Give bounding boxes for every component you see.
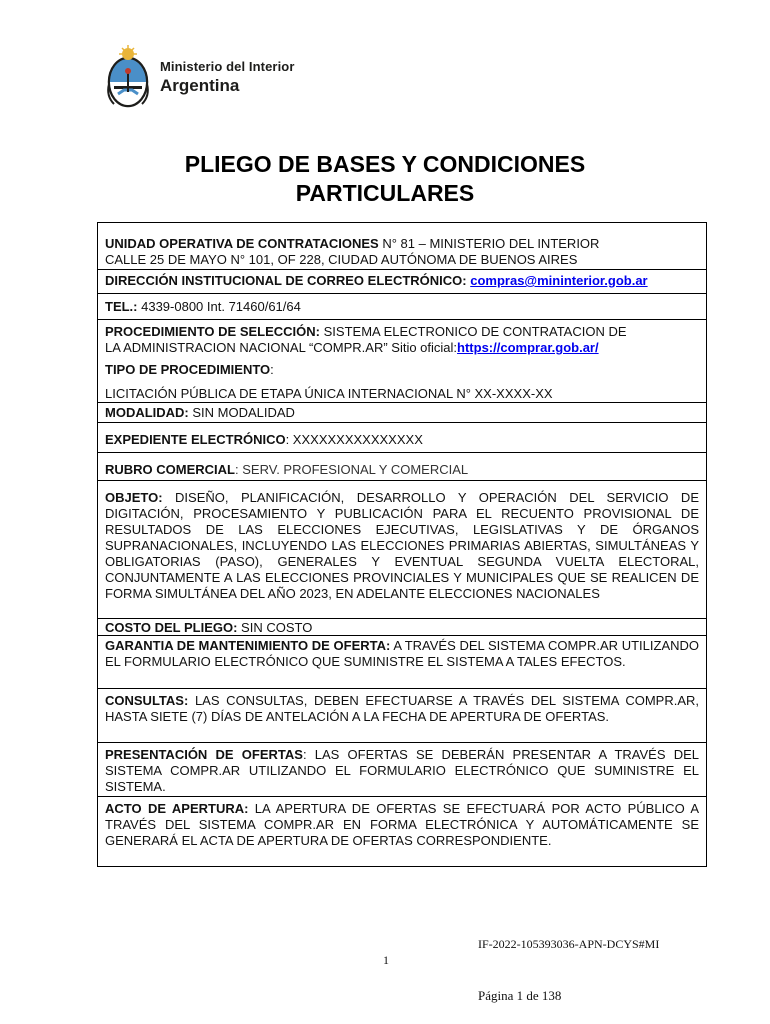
tel-label: TEL.: [105,299,138,314]
row-tipo-procedimiento [98,358,706,403]
comprar-link[interactable]: https://comprar.gob.ar/ [457,340,599,355]
row-apertura [98,797,706,866]
presentacion-label: PRESENTACIÓN DE OFERTAS [105,747,303,762]
tel-value: 4339-0800 Int. 71460/61/64 [137,299,301,314]
document-title [0,150,770,208]
garantia-label: GARANTIA DE MANTENIMIENTO DE OFERTA: [105,638,391,653]
row-costo [98,619,706,636]
costo-value: SIN COSTO [237,620,313,635]
row-consultas [98,689,706,743]
page-number: 1 [383,953,389,967]
row-modalidad [98,403,706,423]
procedimiento-label: PROCEDIMIENTO DE SELECCIÓN: [105,324,321,339]
row-presentacion [98,743,706,797]
page-count-label: Página 1 de 138 [478,988,562,1003]
tipo-label: TIPO DE PROCEDIMIENTO [105,362,271,377]
email-link[interactable]: compras@mininterior.gob.ar [470,273,648,288]
row-unidad-operativa [98,223,706,270]
consultas-label: CONSULTAS: [105,693,189,708]
logo-text [160,60,294,94]
logo-ministry-name: Ministerio del Interior [160,59,295,74]
procedimiento-value-2: LA ADMINISTRACION NACIONAL “COMPR.AR” Sitio oficial: [105,340,458,355]
garantia-value: A TRAVÉS DEL SISTEMA COMPR.AR UTILIZANDO EL FORMULARIO ELECTRÓNICO QUE SUMINISTRE EL SISTEMA A TALES EFECTOS. [105,638,700,669]
email-label: DIRECCIÓN INSTITUCIONAL DE CORREO ELECTRÓNICO: [105,273,467,288]
row-telephone [98,294,706,320]
unidad-label: UNIDAD OPERATIVA DE CONTRATACIONES [105,236,379,251]
modalidad-value: SIN MODALIDAD [188,405,295,420]
unidad-address: CALLE 25 DE MAYO N° 101, OF 228, CIUDAD AUTÓNOMA DE BUENOS AIRES [105,252,578,267]
apertura-label: ACTO DE APERTURA: [105,801,249,816]
presentacion-value: : LAS OFERTAS SE DEBERÁN PRESENTAR A TRAVÉS DEL SISTEMA COMPR.AR UTILIZANDO EL FORMULARIO ELECTRÓNICO QUE SUMINISTRE EL SISTEMA. [105,747,699,794]
rubro-value: : SERV. PROFESIONAL Y COMERCIAL [235,462,469,477]
conditions-table [97,222,707,867]
expediente-label: EXPEDIENTE ELECTRÓNICO [105,432,286,447]
costo-label: COSTO DEL PLIEGO: [105,620,238,635]
objeto-value: DISEÑO, PLANIFICACIÓN, DESARROLLO Y OPERACIÓN DEL SERVICIO DE DIGITACIÓN, PROCESAMIENTO Y PUBLICACIÓN PARA EL RECUENTO PROVISIONAL DE RESULTADOS DE LAS ELECCIONES EJECUTIVAS, LEGISLATIVAS Y DE ÓRGANOS SUPRANACIONALES, INCLUYENDO LAS ELECCIONES PRIMARIAS ABIERTAS, SIMULTÁNEAS Y OBLIGATORIAS (PASO), GENERALES Y EVENTUAL SEGUNDA VUELTA ELECTORAL, CONJUNTAMENTE A LAS ELECCIONES PROVINCIALES Y MUNICIPALES QUE SE REALICEN DE FORMA SIMULTÁNEA DEL AÑO 2023, EN ADELANTE ELECCIONES NACIONALES [105,490,699,601]
unidad-value: N° 81 – MINISTERIO DEL INTERIOR [378,236,600,251]
title-line-1: PLIEGO DE BASES Y CONDICIONES [184,151,586,177]
row-expediente [98,423,706,453]
document-id: IF-2022-105393036-APN-DCYS#MI [478,937,660,951]
modalidad-label: MODALIDAD: [105,405,189,420]
tipo-colon: : [270,362,274,377]
title-line-2: PARTICULARES [295,180,475,206]
row-procedimiento [98,320,706,358]
row-rubro [98,453,706,481]
apertura-value: LA APERTURA DE OFERTAS SE EFECTUARÁ POR ACTO PÚBLICO A TRAVÉS DEL SISTEMA COMPR.AR EN FORMA ELECTRÓNICA Y AUTOMÁTICAMENTE SE GENERARÁ EL ACTA DE APERTURA DE OFERTAS CORRESPONDIENTE. [105,801,699,848]
objeto-label: OBJETO: [105,490,163,505]
ministry-logo [104,44,304,110]
rubro-label: RUBRO COMERCIAL [105,462,235,477]
procedimiento-value: SISTEMA ELECTRONICO DE CONTRATACION DE [320,324,627,339]
row-email [98,270,706,294]
tipo-value: LICITACIÓN PÚBLICA DE ETAPA ÚNICA INTERNACIONAL N° XX-XXXX-XX [105,386,553,401]
row-objeto [98,481,706,619]
argentina-coat-of-arms-icon [104,44,152,110]
consultas-value: LAS CONSULTAS, DEBEN EFECTUARSE A TRAVÉS DEL SISTEMA COMPR.AR, HASTA SIETE (7) DÍAS DE ANTELACIÓN A LA FECHA DE APERTURA DE OFERTAS. [105,693,699,724]
expediente-value: : XXXXXXXXXXXXXXX [285,432,423,447]
logo-country-name: Argentina [160,76,240,95]
row-garantia [98,636,706,689]
